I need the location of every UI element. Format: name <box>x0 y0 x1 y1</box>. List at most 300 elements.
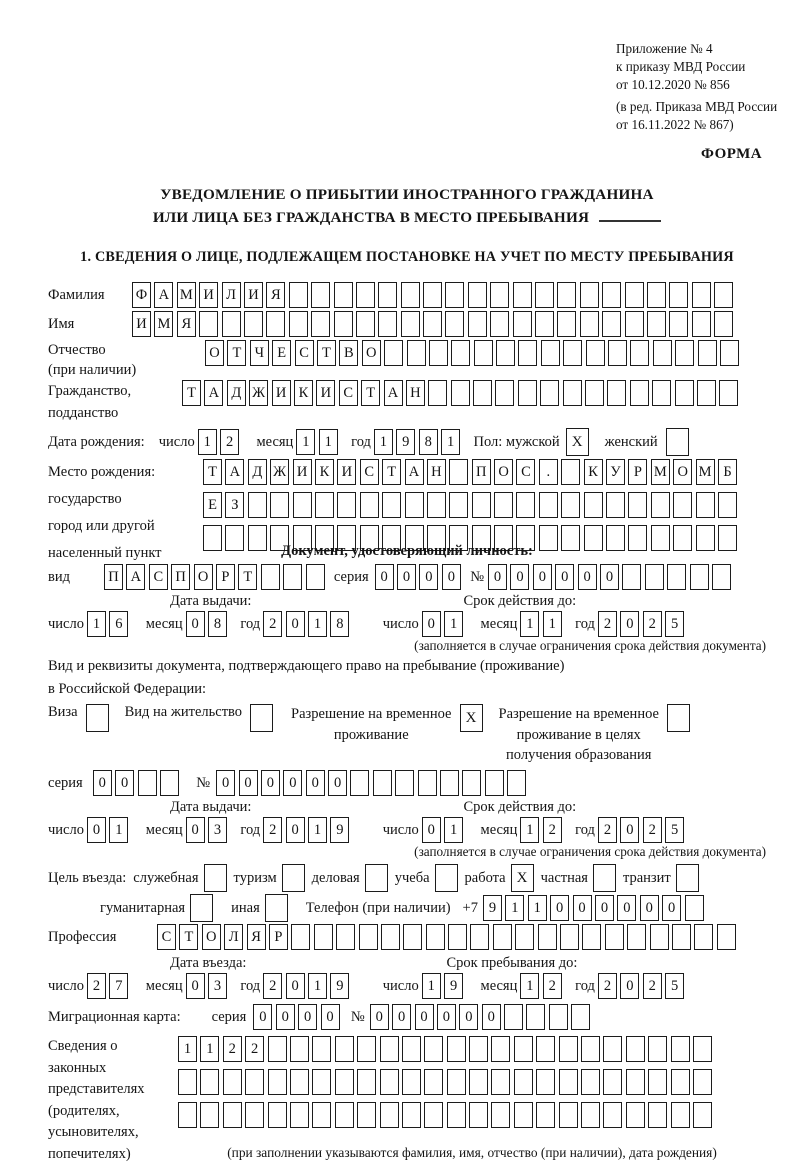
char-box[interactable]: 0 <box>620 817 639 843</box>
char-box[interactable]: 2 <box>263 817 282 843</box>
char-box[interactable]: 1 <box>198 429 217 455</box>
char-box[interactable] <box>561 492 580 518</box>
char-box[interactable]: О <box>205 340 224 366</box>
char-box[interactable] <box>312 1069 331 1095</box>
char-box[interactable] <box>626 1069 645 1095</box>
char-box[interactable] <box>359 924 378 950</box>
char-box[interactable] <box>549 1004 568 1030</box>
char-box[interactable] <box>557 282 576 308</box>
char-box[interactable]: 2 <box>87 973 106 999</box>
char-box[interactable] <box>378 282 397 308</box>
char-box[interactable]: П <box>171 564 190 590</box>
char-box[interactable] <box>311 311 330 337</box>
char-box[interactable]: 0 <box>216 770 235 796</box>
char-box[interactable] <box>290 1102 309 1128</box>
char-box[interactable] <box>382 492 401 518</box>
char-box[interactable] <box>312 1036 331 1062</box>
char-box[interactable]: А <box>154 282 173 308</box>
char-box[interactable] <box>560 924 579 950</box>
char-box[interactable] <box>462 770 481 796</box>
char-box[interactable] <box>493 924 512 950</box>
char-box[interactable]: 7 <box>109 973 128 999</box>
char-box[interactable]: 2 <box>598 973 617 999</box>
char-box[interactable] <box>468 282 487 308</box>
char-box[interactable] <box>586 340 605 366</box>
char-box[interactable] <box>491 1069 510 1095</box>
char-box[interactable] <box>692 282 711 308</box>
char-box[interactable]: 2 <box>263 973 282 999</box>
char-box[interactable]: 0 <box>328 770 347 796</box>
char-box[interactable]: А <box>126 564 145 590</box>
char-box[interactable]: Р <box>628 459 647 485</box>
char-box[interactable] <box>561 525 580 551</box>
char-box[interactable]: 1 <box>444 611 463 637</box>
char-box[interactable]: 0 <box>578 564 597 590</box>
work-checkbox[interactable]: X <box>511 864 534 892</box>
char-box[interactable] <box>469 1102 488 1128</box>
char-box[interactable]: Я <box>266 282 285 308</box>
char-box[interactable] <box>445 311 464 337</box>
char-box[interactable] <box>685 895 704 921</box>
char-box[interactable]: 1 <box>87 611 106 637</box>
char-box[interactable] <box>645 564 664 590</box>
char-box[interactable]: 0 <box>375 564 394 590</box>
char-box[interactable] <box>630 340 649 366</box>
char-box[interactable] <box>472 492 491 518</box>
char-box[interactable] <box>559 1036 578 1062</box>
char-box[interactable]: 1 <box>505 895 524 921</box>
study-checkbox[interactable] <box>435 864 458 892</box>
char-box[interactable]: 8 <box>330 611 349 637</box>
char-box[interactable]: 9 <box>483 895 502 921</box>
char-box[interactable] <box>602 282 621 308</box>
char-box[interactable]: И <box>272 380 291 406</box>
char-box[interactable]: 0 <box>397 564 416 590</box>
char-box[interactable] <box>357 1069 376 1095</box>
char-box[interactable] <box>199 311 218 337</box>
char-box[interactable]: 5 <box>665 611 684 637</box>
char-box[interactable] <box>423 311 442 337</box>
char-box[interactable] <box>449 459 468 485</box>
char-box[interactable]: Л <box>222 282 241 308</box>
char-box[interactable]: 0 <box>573 895 592 921</box>
char-box[interactable]: 0 <box>276 1004 295 1030</box>
char-box[interactable] <box>402 1036 421 1062</box>
char-box[interactable]: Е <box>272 340 291 366</box>
char-box[interactable]: О <box>362 340 381 366</box>
char-box[interactable]: Т <box>361 380 380 406</box>
char-box[interactable] <box>312 1102 331 1128</box>
char-box[interactable] <box>539 525 558 551</box>
char-box[interactable] <box>381 924 400 950</box>
char-box[interactable]: 0 <box>595 895 614 921</box>
char-box[interactable] <box>334 282 353 308</box>
char-box[interactable] <box>581 1036 600 1062</box>
char-box[interactable]: М <box>177 282 196 308</box>
char-box[interactable]: 2 <box>598 817 617 843</box>
char-box[interactable] <box>675 340 694 366</box>
char-box[interactable]: С <box>295 340 314 366</box>
char-box[interactable]: 0 <box>261 770 280 796</box>
char-box[interactable] <box>693 1102 712 1128</box>
char-box[interactable] <box>714 311 733 337</box>
char-box[interactable] <box>491 1036 510 1062</box>
char-box[interactable]: 0 <box>442 564 461 590</box>
char-box[interactable]: О <box>202 924 221 950</box>
char-box[interactable] <box>720 340 739 366</box>
char-box[interactable] <box>718 492 737 518</box>
char-box[interactable] <box>491 1102 510 1128</box>
char-box[interactable] <box>496 340 515 366</box>
char-box[interactable]: 0 <box>533 564 552 590</box>
char-box[interactable] <box>445 282 464 308</box>
char-box[interactable] <box>485 770 504 796</box>
char-box[interactable]: 0 <box>87 817 106 843</box>
char-box[interactable]: 0 <box>186 973 205 999</box>
char-box[interactable]: Ф <box>132 282 151 308</box>
char-box[interactable] <box>518 340 537 366</box>
char-box[interactable]: Н <box>406 380 425 406</box>
char-box[interactable] <box>447 1036 466 1062</box>
char-box[interactable] <box>690 564 709 590</box>
char-box[interactable]: Я <box>247 924 266 950</box>
char-box[interactable]: 0 <box>321 1004 340 1030</box>
char-box[interactable] <box>647 282 666 308</box>
char-box[interactable]: В <box>339 340 358 366</box>
char-box[interactable] <box>675 380 694 406</box>
char-box[interactable]: 3 <box>208 817 227 843</box>
char-box[interactable] <box>494 492 513 518</box>
char-box[interactable] <box>469 1036 488 1062</box>
char-box[interactable] <box>606 492 625 518</box>
char-box[interactable] <box>585 380 604 406</box>
char-box[interactable]: 5 <box>665 973 684 999</box>
char-box[interactable]: К <box>315 459 334 485</box>
char-box[interactable]: 1 <box>520 611 539 637</box>
char-box[interactable]: 0 <box>392 1004 411 1030</box>
char-box[interactable] <box>203 525 222 551</box>
char-box[interactable]: Т <box>179 924 198 950</box>
char-box[interactable]: 1 <box>296 429 315 455</box>
char-box[interactable] <box>200 1102 219 1128</box>
char-box[interactable] <box>648 1069 667 1095</box>
char-box[interactable] <box>384 340 403 366</box>
char-box[interactable]: С <box>516 459 535 485</box>
char-box[interactable] <box>697 380 716 406</box>
char-box[interactable] <box>378 311 397 337</box>
char-box[interactable] <box>625 311 644 337</box>
char-box[interactable]: 0 <box>239 770 258 796</box>
char-box[interactable] <box>334 311 353 337</box>
char-box[interactable] <box>714 282 733 308</box>
char-box[interactable] <box>536 1069 555 1095</box>
char-box[interactable]: О <box>673 459 692 485</box>
char-box[interactable]: А <box>384 380 403 406</box>
char-box[interactable] <box>223 1102 242 1128</box>
other-checkbox[interactable] <box>265 894 288 922</box>
char-box[interactable]: 0 <box>186 817 205 843</box>
char-box[interactable]: 1 <box>319 429 338 455</box>
char-box[interactable] <box>357 1102 376 1128</box>
char-box[interactable] <box>630 380 649 406</box>
char-box[interactable]: Т <box>382 459 401 485</box>
char-box[interactable]: Е <box>203 492 222 518</box>
char-box[interactable] <box>581 1069 600 1095</box>
char-box[interactable] <box>673 525 692 551</box>
char-box[interactable]: П <box>472 459 491 485</box>
char-box[interactable] <box>651 525 670 551</box>
char-box[interactable]: Т <box>227 340 246 366</box>
char-box[interactable] <box>223 1069 242 1095</box>
char-box[interactable] <box>584 492 603 518</box>
char-box[interactable] <box>652 380 671 406</box>
char-box[interactable] <box>559 1069 578 1095</box>
char-box[interactable] <box>138 770 157 796</box>
char-box[interactable] <box>357 1036 376 1062</box>
char-box[interactable] <box>608 340 627 366</box>
char-box[interactable] <box>268 1102 287 1128</box>
char-box[interactable] <box>536 1102 555 1128</box>
char-box[interactable] <box>290 1036 309 1062</box>
char-box[interactable] <box>514 1069 533 1095</box>
business-checkbox[interactable] <box>365 864 388 892</box>
char-box[interactable] <box>380 1102 399 1128</box>
char-box[interactable]: А <box>225 459 244 485</box>
char-box[interactable] <box>580 311 599 337</box>
char-box[interactable] <box>350 770 369 796</box>
char-box[interactable] <box>717 924 736 950</box>
char-box[interactable]: 0 <box>640 895 659 921</box>
char-box[interactable] <box>693 1069 712 1095</box>
char-box[interactable] <box>268 1069 287 1095</box>
char-box[interactable]: 0 <box>422 611 441 637</box>
char-box[interactable] <box>291 924 310 950</box>
char-box[interactable]: З <box>225 492 244 518</box>
char-box[interactable] <box>447 1102 466 1128</box>
char-box[interactable] <box>563 340 582 366</box>
char-box[interactable] <box>283 564 302 590</box>
char-box[interactable] <box>718 525 737 551</box>
char-box[interactable]: И <box>132 311 151 337</box>
char-box[interactable] <box>605 924 624 950</box>
char-box[interactable] <box>696 525 715 551</box>
char-box[interactable]: 2 <box>220 429 239 455</box>
char-box[interactable]: И <box>316 380 335 406</box>
char-box[interactable] <box>468 311 487 337</box>
char-box[interactable]: 8 <box>208 611 227 637</box>
female-checkbox[interactable] <box>666 428 689 456</box>
char-box[interactable] <box>473 380 492 406</box>
char-box[interactable] <box>335 1036 354 1062</box>
char-box[interactable] <box>584 525 603 551</box>
char-box[interactable] <box>515 924 534 950</box>
char-box[interactable]: Л <box>224 924 243 950</box>
char-box[interactable] <box>427 492 446 518</box>
char-box[interactable] <box>671 1036 690 1062</box>
char-box[interactable]: 9 <box>330 973 349 999</box>
char-box[interactable] <box>403 924 422 950</box>
char-box[interactable] <box>402 1069 421 1095</box>
char-box[interactable] <box>698 340 717 366</box>
char-box[interactable] <box>428 380 447 406</box>
char-box[interactable] <box>314 924 333 950</box>
char-box[interactable] <box>535 282 554 308</box>
char-box[interactable]: Р <box>216 564 235 590</box>
char-box[interactable] <box>696 492 715 518</box>
char-box[interactable]: 2 <box>643 973 662 999</box>
char-box[interactable] <box>518 380 537 406</box>
char-box[interactable] <box>535 311 554 337</box>
char-box[interactable] <box>504 1004 523 1030</box>
char-box[interactable] <box>626 1102 645 1128</box>
char-box[interactable] <box>651 492 670 518</box>
char-box[interactable] <box>563 380 582 406</box>
char-box[interactable]: И <box>199 282 218 308</box>
char-box[interactable]: 0 <box>555 564 574 590</box>
char-box[interactable] <box>335 1102 354 1128</box>
char-box[interactable]: И <box>337 459 356 485</box>
char-box[interactable]: М <box>651 459 670 485</box>
char-box[interactable]: 0 <box>115 770 134 796</box>
char-box[interactable]: 0 <box>510 564 529 590</box>
char-box[interactable]: Ж <box>249 380 268 406</box>
char-box[interactable] <box>311 282 330 308</box>
char-box[interactable]: 0 <box>286 817 305 843</box>
char-box[interactable]: 1 <box>178 1036 197 1062</box>
char-box[interactable]: Д <box>248 459 267 485</box>
char-box[interactable] <box>306 564 325 590</box>
char-box[interactable]: Т <box>203 459 222 485</box>
char-box[interactable] <box>407 340 426 366</box>
char-box[interactable] <box>582 924 601 950</box>
char-box[interactable] <box>671 1069 690 1095</box>
char-box[interactable] <box>429 340 448 366</box>
char-box[interactable] <box>178 1069 197 1095</box>
char-box[interactable] <box>669 282 688 308</box>
char-box[interactable] <box>602 311 621 337</box>
char-box[interactable]: . <box>539 459 558 485</box>
char-box[interactable] <box>673 492 692 518</box>
char-box[interactable] <box>541 340 560 366</box>
char-box[interactable] <box>647 311 666 337</box>
char-box[interactable]: 1 <box>520 973 539 999</box>
char-box[interactable] <box>447 1069 466 1095</box>
char-box[interactable] <box>474 340 493 366</box>
char-box[interactable] <box>405 492 424 518</box>
char-box[interactable] <box>559 1102 578 1128</box>
char-box[interactable]: 0 <box>620 973 639 999</box>
char-box[interactable] <box>244 311 263 337</box>
male-checkbox[interactable]: X <box>566 428 589 456</box>
char-box[interactable]: 0 <box>298 1004 317 1030</box>
char-box[interactable] <box>470 924 489 950</box>
char-box[interactable]: М <box>696 459 715 485</box>
char-box[interactable] <box>448 924 467 950</box>
char-box[interactable]: С <box>339 380 358 406</box>
char-box[interactable]: 2 <box>598 611 617 637</box>
char-box[interactable]: 0 <box>422 817 441 843</box>
char-box[interactable]: 1 <box>308 973 327 999</box>
char-box[interactable]: С <box>157 924 176 950</box>
char-box[interactable] <box>571 1004 590 1030</box>
char-box[interactable] <box>380 1069 399 1095</box>
char-box[interactable] <box>648 1036 667 1062</box>
char-box[interactable]: 0 <box>306 770 325 796</box>
char-box[interactable] <box>451 340 470 366</box>
char-box[interactable] <box>516 492 535 518</box>
char-box[interactable] <box>360 492 379 518</box>
char-box[interactable] <box>513 282 532 308</box>
char-box[interactable]: И <box>293 459 312 485</box>
char-box[interactable] <box>561 459 580 485</box>
char-box[interactable]: 8 <box>419 429 438 455</box>
char-box[interactable]: 0 <box>600 564 619 590</box>
char-box[interactable]: У <box>606 459 625 485</box>
char-box[interactable]: Я <box>177 311 196 337</box>
char-box[interactable]: П <box>104 564 123 590</box>
char-box[interactable] <box>648 1102 667 1128</box>
char-box[interactable]: 1 <box>374 429 393 455</box>
char-box[interactable] <box>248 525 267 551</box>
char-box[interactable]: 0 <box>286 973 305 999</box>
char-box[interactable] <box>653 340 672 366</box>
char-box[interactable]: 1 <box>528 895 547 921</box>
char-box[interactable] <box>719 380 738 406</box>
char-box[interactable]: 0 <box>620 611 639 637</box>
char-box[interactable]: 2 <box>643 611 662 637</box>
char-box[interactable] <box>672 924 691 950</box>
char-box[interactable] <box>266 311 285 337</box>
char-box[interactable] <box>628 525 647 551</box>
char-box[interactable] <box>603 1036 622 1062</box>
char-box[interactable]: К <box>584 459 603 485</box>
char-box[interactable] <box>538 924 557 950</box>
char-box[interactable]: Т <box>182 380 201 406</box>
char-box[interactable] <box>606 525 625 551</box>
char-box[interactable] <box>356 282 375 308</box>
char-box[interactable]: 2 <box>643 817 662 843</box>
char-box[interactable]: 0 <box>459 1004 478 1030</box>
char-box[interactable] <box>490 311 509 337</box>
char-box[interactable] <box>712 564 731 590</box>
tourism-checkbox[interactable] <box>282 864 305 892</box>
char-box[interactable]: 1 <box>543 611 562 637</box>
char-box[interactable]: 6 <box>109 611 128 637</box>
char-box[interactable] <box>627 924 646 950</box>
temp-residence-checkbox[interactable]: X <box>460 704 483 732</box>
char-box[interactable]: 2 <box>543 817 562 843</box>
char-box[interactable]: 2 <box>223 1036 242 1062</box>
char-box[interactable] <box>451 380 470 406</box>
char-box[interactable] <box>650 924 669 950</box>
char-box[interactable]: 0 <box>617 895 636 921</box>
char-box[interactable] <box>490 282 509 308</box>
char-box[interactable]: 1 <box>441 429 460 455</box>
char-box[interactable]: 0 <box>186 611 205 637</box>
char-box[interactable] <box>225 525 244 551</box>
char-box[interactable] <box>290 1069 309 1095</box>
char-box[interactable] <box>356 311 375 337</box>
char-box[interactable] <box>669 311 688 337</box>
edu-residence-checkbox[interactable] <box>667 704 690 732</box>
humanitarian-checkbox[interactable] <box>190 894 213 922</box>
char-box[interactable]: 9 <box>444 973 463 999</box>
char-box[interactable] <box>261 564 280 590</box>
char-box[interactable] <box>526 1004 545 1030</box>
char-box[interactable]: 2 <box>245 1036 264 1062</box>
char-box[interactable] <box>440 770 459 796</box>
char-box[interactable]: О <box>494 459 513 485</box>
